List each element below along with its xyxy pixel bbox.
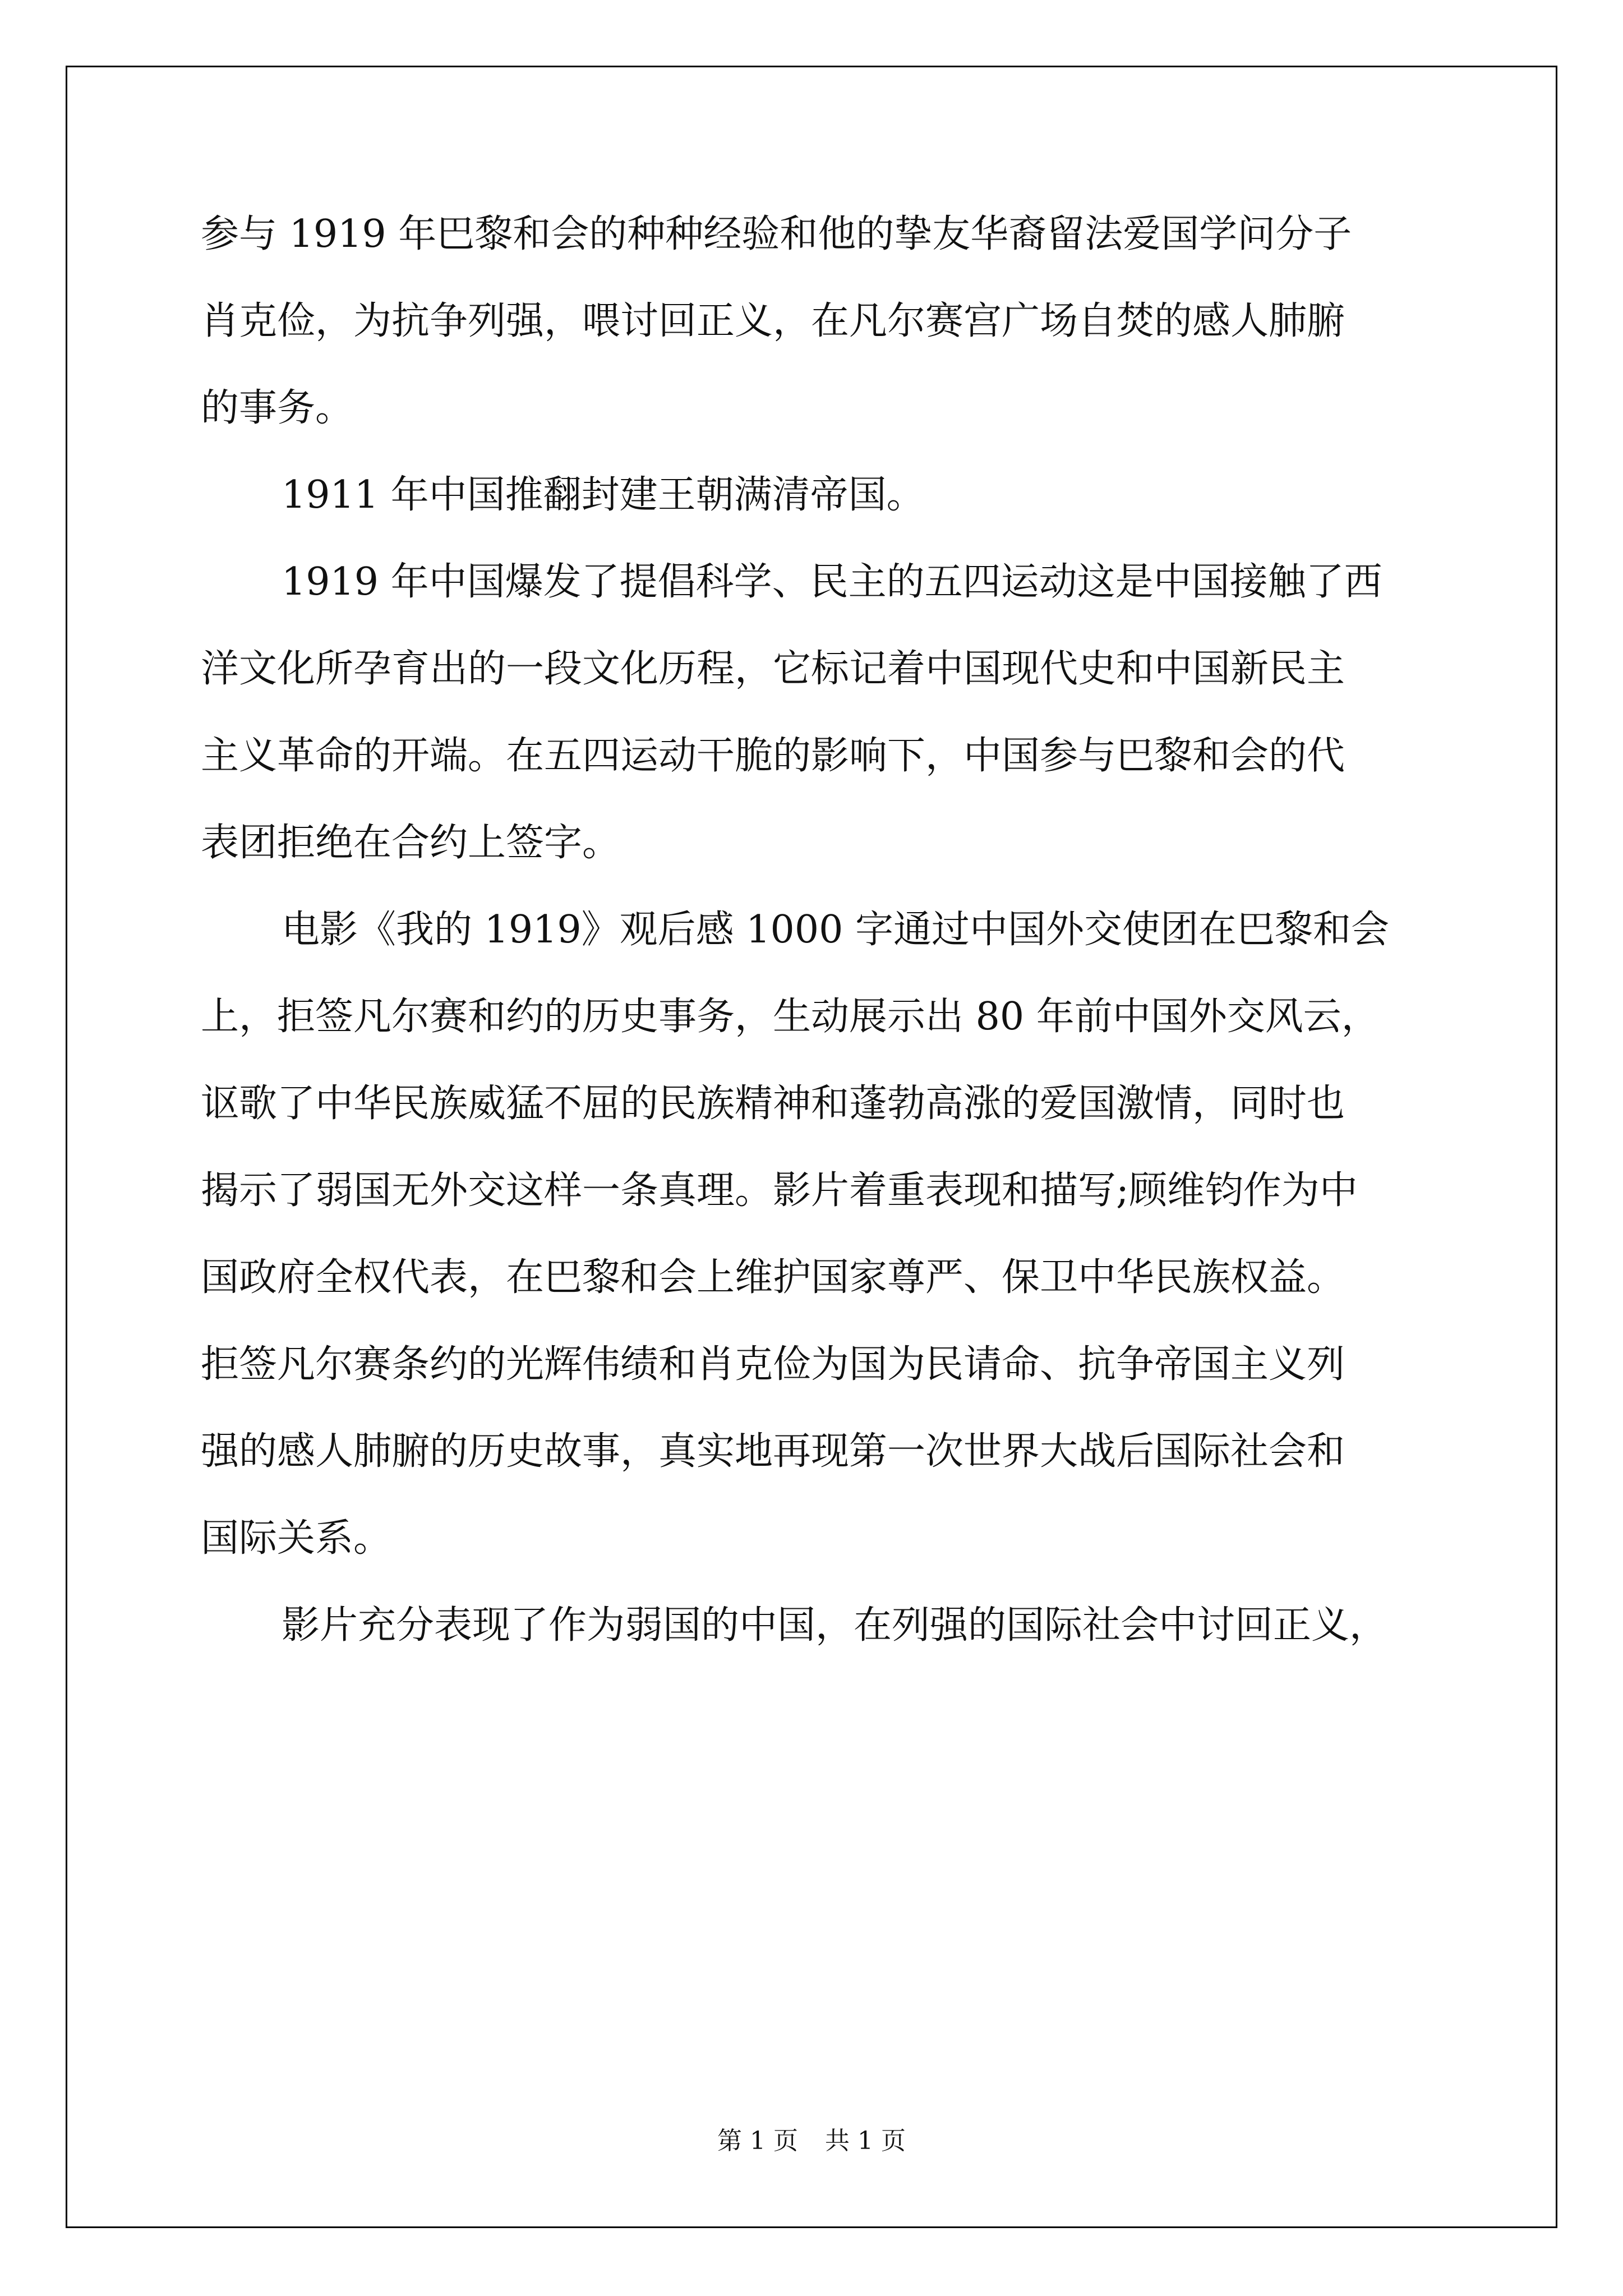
text-line: 国际关系。 [201,1516,392,1561]
text-line: 上，拒签凡尔赛和约的历史事务，生动展示出 80 年前中国外交风云， [201,995,1380,1039]
text-line: 电影《我的 1919》观后感 1000 字通过中国外交使团在巴黎和会 [282,908,1389,952]
text-line: 国政府全权代表，在巴黎和会上维护国家尊严、保卫中华民族权益。 [201,1255,1345,1300]
text-line: 揭示了弱国无外交这样一条真理。影片着重表现和描写;顾维钧作为中 [201,1168,1358,1213]
text-line: 洋文化所孕育出的一段文化历程，它标记着中国现代史和中国新民主 [201,647,1345,691]
text-line: 1919 年中国爆发了提倡科学、民主的五四运动这是中国接触了西 [282,560,1382,604]
text-line: 参与 1919 年巴黎和会的种种经验和他的挚友华裔留法爱国学问分子 [201,212,1352,256]
text-line: 强的感人肺腑的历史故事，真实地再现第一次世界大战后国际社会和 [201,1429,1345,1474]
text-line: 主义革命的开端。在五四运动干脆的影响下，中国参与巴黎和会的代 [201,734,1345,778]
page-number: 第 1 页 [717,2127,798,2155]
total-pages: 共 1 页 [825,2127,906,2155]
document-body [201,191,1429,1669]
text-line: 讴歌了中华民族威猛不屈的民族精神和蓬勃高涨的爱国激情，同时也 [201,1082,1345,1126]
text-line: 1911 年中国推翻封建王朝满清帝国。 [282,473,925,517]
text-line: 的事务。 [201,386,354,430]
text-line: 影片充分表现了作为弱国的中国，在列强的国际社会中讨回正义， [282,1603,1388,1648]
text-line: 肖克俭，为抗争列强，喂讨回正义，在凡尔赛宫广场自焚的感人肺腑 [201,299,1345,343]
text-line: 拒签凡尔赛条约的光辉伟绩和肖克俭为国为民请命、抗争帝国主义列 [201,1342,1345,1387]
page-footer [0,2120,1623,2156]
text-line: 表团拒绝在合约上签字。 [201,821,621,865]
